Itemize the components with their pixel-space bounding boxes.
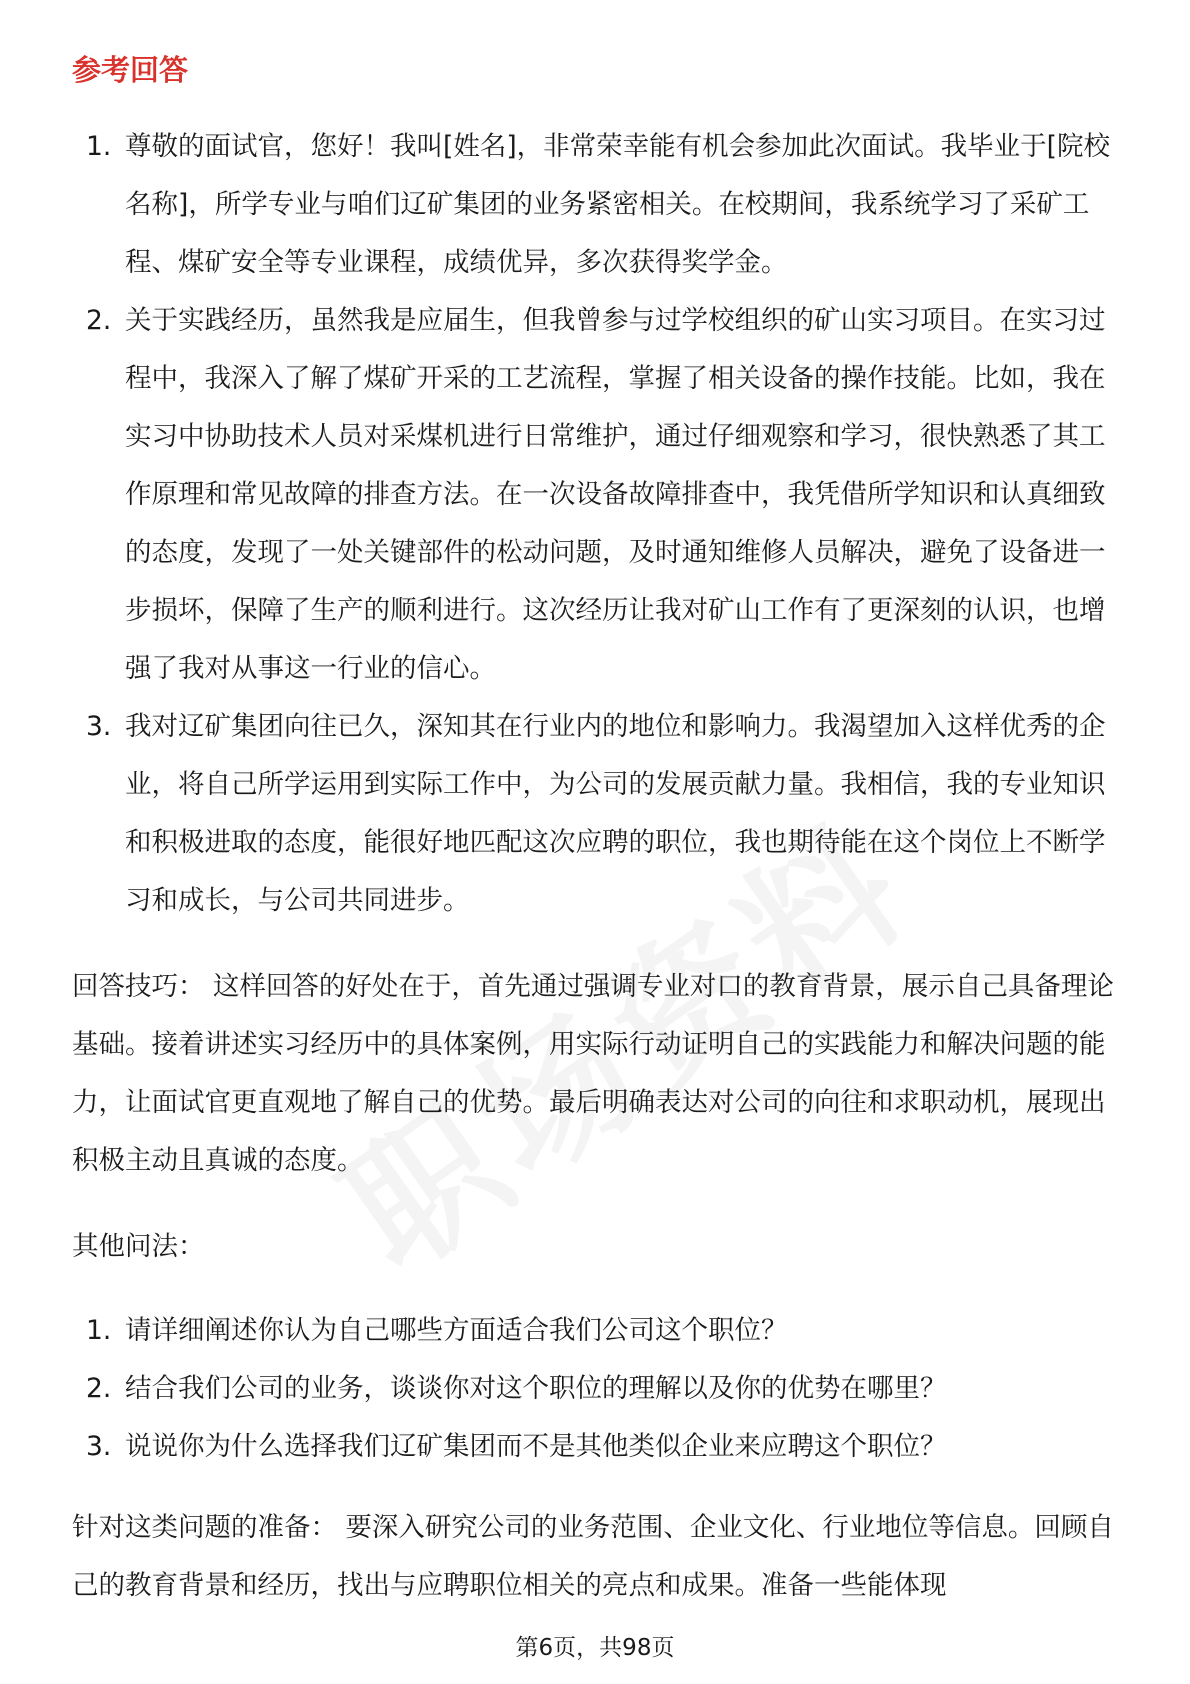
other-questions-list (72, 1302, 1122, 1476)
question-text: 说说你为什么选择我们辽矿集团而不是其他类似企业来应聘这个职位？ (125, 1431, 947, 1462)
answer-item (72, 118, 1122, 292)
question-text: 请详细阐述你认为自己哪些方面适合我们公司这个职位？ (125, 1315, 788, 1346)
answer-text: 尊敬的面试官，您好！我叫[姓名]，非常荣幸能有机会参加此次面试。我毕业于[院校名称]，所学专业与咱们辽矿集团的业务紧密相关。在校期间，我系统学习了采矿工程、煤矿安全等专业课程，成绩优异，多次获得奖学金。 (125, 131, 1111, 278)
answer-item (72, 292, 1122, 698)
item-number: 2. (86, 1373, 112, 1404)
question-item (72, 1418, 1122, 1476)
page-footer: 第6页，共98页 (515, 1635, 675, 1661)
question-text: 结合我们公司的业务，谈谈你对这个职位的理解以及你的优势在哪里？ (125, 1373, 947, 1404)
question-item (72, 1302, 1122, 1360)
item-number: 1. (86, 1315, 112, 1346)
item-number: 2. (86, 305, 112, 336)
answer-text: 关于实践经历，虽然我是应届生，但我曾参与过学校组织的矿山实习项目。在实习过程中，我深入了解了煤矿开采的工艺流程，掌握了相关设备的操作技能。比如，我在实习中协助技术人员对采煤机进行日常维护，通过仔细观察和学习，很快熟悉了其工作原理和常见故障的排查方法。在一次设备故障排查中，我凭借所学知识和认真细致的态度，发现了一处关键部件的松动问题，及时通知维修人员解决，避免了设备进一步损坏，保障了生产的顺利进行。这次经历让我对矿山工作有了更深刻的认识，也增强了我对从事这一行业的信心。 (125, 305, 1106, 684)
item-number: 3. (86, 1431, 112, 1462)
item-number: 3. (86, 711, 112, 742)
section-heading: 参考回答 (72, 53, 189, 87)
answer-item (72, 698, 1122, 930)
other-questions-label: 其他问法： (72, 1231, 205, 1262)
answer-tips-paragraph: 回答技巧： 这样回答的好处在于，首先通过强调专业对口的教育背景，展示自己具备理论基础。接着讲述实习经历中的具体案例，用实际行动证明自己的实践能力和解决问题的能力，让面试官更直观地了解自己的优势。最后明确表达对公司的向往和求职动机，展现出积极主动且真诚的态度。 (72, 971, 1114, 1176)
answer-text: 我对辽矿集团向往已久，深知其在行业内的地位和影响力。我渴望加入这样优秀的企业，将自己所学运用到实际工作中，为公司的发展贡献力量。我相信，我的专业知识和积极进取的态度，能很好地匹配这次应聘的职位，我也期待能在这个岗位上不断学习和成长，与公司共同进步。 (125, 711, 1106, 916)
answer-list (72, 118, 1122, 930)
question-item (72, 1360, 1122, 1418)
item-number: 1. (86, 131, 112, 162)
preparation-paragraph: 针对这类问题的准备： 要深入研究公司的业务范围、企业文化、行业地位等信息。回顾自己的教育背景和经历，找出与应聘职位相关的亮点和成果。准备一些能体现 (72, 1512, 1114, 1601)
